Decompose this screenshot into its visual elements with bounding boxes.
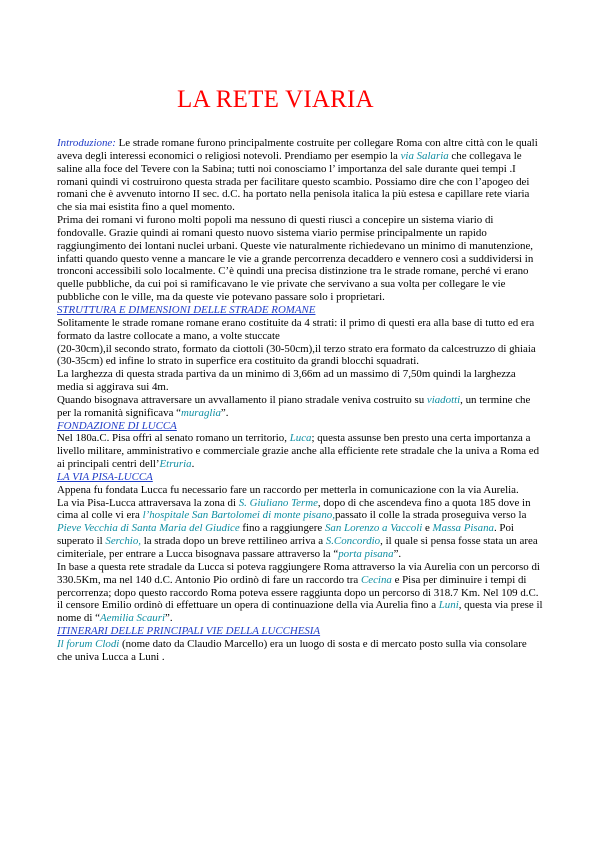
struttura-text-c: ”. <box>220 406 229 419</box>
intro-text-2: che collegava le saline alla foce del Tevere con la Sabina; tutti noi conosciamo l’ importanza del sale durante quei tempi .I romani quindi vi costruirono questa strada per facilitare questo scambio. Possiamo dire che con l’apogeo dei romani che è avvenuto intorno II sec. d.C. ha portato nella penisola italica la più estesa e capillare rete viaria che sia mai esistita fino a quel momento. <box>57 149 530 214</box>
aemilia-term: Aemilia Scauri <box>99 612 165 625</box>
pl-text-1: La via Pisa-Lucca attraversava la zona di <box>57 496 239 509</box>
viadotti-term: viadotti <box>426 393 461 406</box>
pl-text-b1: In base a questa rete stradale da Lucca si poteva raggiungere Roma attraverso la via Aurelia con un percorso di 330.5Km, ma nel 140 d.C. Antonio Pio ordinò di fare un raccordo tra <box>57 560 540 586</box>
heading-struttura: STRUTTURA E DIMENSIONI DELLE STRADE ROMANE <box>57 303 316 316</box>
giuliano-term: S. Giuliano Terme <box>238 496 318 509</box>
struttura-paragraph-1b: (20-30cm),il secondo strato, formato da ciottoli (30-50cm),il terzo strato era formato da calcestruzzo di ghiaia (30-35cm) ed infine lo strato in superfice era costituito da grandi blocchi squadrati. <box>57 342 536 368</box>
intro-text-1: Le strade romane furono principalmente costruite per collegare Roma con altre città con le quali aveva degli interessi economici o religiosi notevoli. Prendiamo per esempio la <box>57 137 538 162</box>
massa-term: Massa Pisana <box>432 522 494 535</box>
fondazione-text-3: . <box>191 458 195 471</box>
porta-pisana-term: porta pisana <box>338 548 394 560</box>
heading-pisa-lucca: LA VIA PISA-LUCCA <box>57 470 153 483</box>
heading-itinerari: ITINERARI DELLE PRINCIPALI VIE DELLA LUCCHESIA <box>57 625 321 638</box>
pl-text-6: . Poi superato il <box>57 522 514 548</box>
etruria-term: Etruria <box>159 458 192 471</box>
page-title: LA RETE VIARIA <box>177 86 374 113</box>
luca-term: Luca <box>289 432 312 445</box>
itinerari-paragraph <box>57 638 543 664</box>
luni-term: Luni <box>438 599 459 612</box>
cecina-term: Cecina <box>360 573 392 586</box>
pl-text-4: fino a raggiungere <box>239 522 325 535</box>
sanlorenzo-term: San Lorenzo a Vaccoli <box>324 522 423 535</box>
via-salaria-term: via Salaria <box>400 149 449 162</box>
forum-clodi-term: Il forum Clodi <box>57 637 120 650</box>
intro-label: Introduzione: <box>57 137 116 149</box>
pl-text-b2: e Pisa per diminuire i tempi di percorrenza; dopo questo raccordo Roma poteva essere raggiunta dopo un percorso di 318.7 Km. Nel 109 d.C. il censore Emilio ordinò di effettuare un opera di continuazione della via Aurelia fino a <box>57 573 539 612</box>
struttura-paragraph-3 <box>57 394 543 420</box>
pl-text-8: , il quale si pensa fosse stata un area cimiteriale, per entrare a Lucca bisognava passare attraverso la “ <box>57 535 538 560</box>
itinerari-text-1: (nome dato da Claudio Marcello) era un luogo di sosta e di mercato posto sulla via consolare che univa Lucca a Luni . <box>57 637 527 663</box>
fondazione-text-1: Nel 180a.C. Pisa offrì al senato romano un territorio, <box>57 432 290 445</box>
pisa-lucca-paragraph-3 <box>57 561 543 625</box>
pisa-lucca-paragraph-2 <box>57 497 543 561</box>
pl-text-2: , dopo di che ascendeva fino a quota 185 dove in cima al colle vi era <box>57 496 531 522</box>
concordio-term: S.Concordio <box>325 535 381 548</box>
pl-text-7: la strada dopo un breve rettilineo arriva a <box>141 535 326 548</box>
pl-text-5: e <box>422 522 433 535</box>
struttura-paragraph-2: La larghezza di questa strada partiva da un minimo di 3,66m ad un massimo di 7,50m quindi la larghezza media si aggirava sui 4m. <box>57 368 516 394</box>
struttura-text-b: , un termine che per la romanità significava “ <box>57 393 531 419</box>
muraglia-term: muraglia <box>180 406 221 419</box>
document-body <box>57 137 543 664</box>
pl-text-b4: ”. <box>164 612 173 625</box>
struttura-paragraph-1: Solitamente le strade romane romane erano costituite da 4 strati: il primo di questi era alla base di tutto ed era formato da lastre collocate a mano, a volte stuccate <box>57 316 535 342</box>
serchio-term: Serchio, <box>105 535 141 548</box>
pieve-term: Pieve Vecchia di Santa Maria del Giudice <box>57 522 240 535</box>
intro-paragraph-2: Prima dei romani vi furono molti popoli ma nessuno di questi riuscì a concepire un sistema viario di fondovalle. Grazie quindi ai romani questo nuovo sistema viario permise principalmente un rapido raggiungimento dei lontani nuclei urbani. Queste vie naturalmente richiedevano un minimo di manutenzione, infatti quando questo venne a mancare le vie a grande percorrenza decaddero e vennero così a suddividersi in tronconi accessibili solo localmente. C’è quindi una precisa distinzione tra le strade romane, perché vi erano quelle pubbliche, da cui poi si ramificavano le vie private che servivano a sua volta per collegare le vie pubbliche con le ville, ma da queste vie potevano passare solo i proprietari. <box>57 214 534 304</box>
intro-paragraph <box>57 137 543 214</box>
pl-text-9: ”. <box>393 548 402 560</box>
fondazione-paragraph <box>57 432 543 471</box>
pisa-lucca-paragraph-1: Appena fu fondata Lucca fu necessario fare un raccordo per metterla in comunicazione con la via Aurelia. <box>57 483 519 496</box>
pl-text-3: passato il colle la strada proseguiva verso la <box>334 509 527 522</box>
hospitale-term: l’hospitale San Bartolomei di monte pisano, <box>142 509 335 522</box>
heading-fondazione: FONDAZIONE DI LUCCA <box>57 419 177 432</box>
struttura-text-a: Quando bisognava attraversare un avvallamento il piano stradale veniva costruito su <box>57 393 427 406</box>
pl-text-b3: , questa via prese il nome di “ <box>57 599 543 625</box>
fondazione-text-2: ; questa assunse ben presto una certa importanza a livello militare, amministrativo e commerciale grazie anche alla efficiente rete stradale che la univa a Roma ed ai principali centri dell’ <box>57 432 540 471</box>
